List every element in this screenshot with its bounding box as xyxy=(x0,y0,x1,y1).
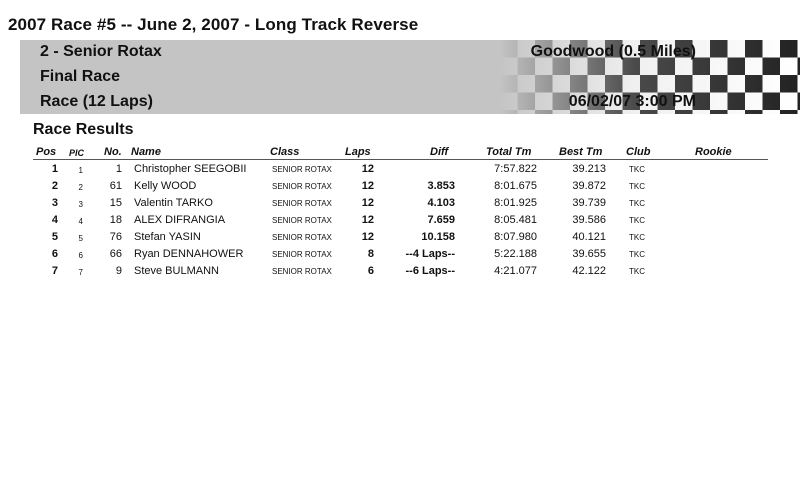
cell-pic: 5 xyxy=(78,234,83,243)
cell-club: TKC xyxy=(629,250,645,259)
cell-diff: --4 Laps-- xyxy=(405,248,455,260)
cell-laps: 12 xyxy=(361,231,374,243)
cell-laps: 12 xyxy=(361,197,374,209)
cell-name: Stefan YASIN xyxy=(134,231,201,243)
col-header-no: No. xyxy=(104,146,122,158)
race-length: Race (12 Laps) xyxy=(40,93,153,110)
cell-name: Valentin TARKO xyxy=(134,197,213,209)
cell-diff: --6 Laps-- xyxy=(405,265,455,277)
cell-best: 39.739 xyxy=(572,197,606,209)
cell-pos: 5 xyxy=(51,231,58,243)
cell-club: TKC xyxy=(629,182,645,191)
cell-pic: 3 xyxy=(78,200,83,209)
cell-pos: 4 xyxy=(51,214,58,226)
page-title: 2007 Race #5 -- June 2, 2007 - Long Track Reverse xyxy=(8,15,419,34)
race-info-banner xyxy=(20,40,800,114)
cell-total: 4:21.077 xyxy=(494,265,537,277)
cell-total: 8:01.675 xyxy=(494,180,537,192)
cell-diff: 3.853 xyxy=(427,180,455,192)
col-header-class: Class xyxy=(270,146,300,158)
cell-diff: 10.158 xyxy=(421,231,455,243)
cell-diff: 4.103 xyxy=(427,197,455,209)
race-date-time: 06/02/07 3:00 PM xyxy=(568,93,696,110)
cell-class: SENIOR ROTAX xyxy=(272,199,332,208)
table-row xyxy=(0,162,800,179)
cell-total: 5:22.188 xyxy=(494,248,537,260)
cell-name: ALEX DIFRANGIA xyxy=(134,214,226,226)
cell-diff: 7.659 xyxy=(427,214,455,226)
cell-pos: 6 xyxy=(51,248,58,260)
cell-class: SENIOR ROTAX xyxy=(272,165,332,174)
track-name: Goodwood (0.5 Miles) xyxy=(530,43,696,60)
table-row xyxy=(0,196,800,213)
table-row xyxy=(0,179,800,196)
table-row xyxy=(0,213,800,230)
cell-no: 76 xyxy=(109,231,122,243)
class-line: 2 - Senior Rotax xyxy=(40,43,162,60)
cell-pic: 1 xyxy=(78,166,83,175)
cell-best: 42.122 xyxy=(572,265,606,277)
cell-name: Kelly WOOD xyxy=(134,180,197,192)
cell-class: SENIOR ROTAX xyxy=(272,216,332,225)
table-row xyxy=(0,264,800,281)
cell-pos: 3 xyxy=(51,197,58,209)
col-header-pos: Pos xyxy=(36,146,57,158)
cell-best: 39.872 xyxy=(572,180,606,192)
cell-pic: 6 xyxy=(78,251,83,260)
cell-name: Steve BULMANN xyxy=(134,265,219,277)
col-header-best: Best Tm xyxy=(559,146,603,158)
results-heading: Race Results xyxy=(33,121,134,138)
cell-class: SENIOR ROTAX xyxy=(272,250,332,259)
header-divider xyxy=(33,159,768,160)
cell-class: SENIOR ROTAX xyxy=(272,233,332,242)
cell-pic: 4 xyxy=(78,217,83,226)
cell-club: TKC xyxy=(629,233,645,242)
cell-no: 66 xyxy=(109,248,122,260)
cell-no: 15 xyxy=(109,197,122,209)
cell-laps: 12 xyxy=(361,163,374,175)
cell-name: Christopher SEEGOBII xyxy=(134,163,247,175)
cell-best: 39.213 xyxy=(572,163,606,175)
cell-class: SENIOR ROTAX xyxy=(272,182,332,191)
table-row xyxy=(0,230,800,247)
cell-club: TKC xyxy=(629,199,645,208)
cell-pos: 1 xyxy=(51,163,58,175)
col-header-pic: PIC xyxy=(69,148,85,158)
cell-total: 8:01.925 xyxy=(494,197,537,209)
table-row xyxy=(0,247,800,264)
cell-laps: 12 xyxy=(361,180,374,192)
cell-best: 39.586 xyxy=(572,214,606,226)
cell-pos: 2 xyxy=(51,180,58,192)
cell-club: TKC xyxy=(629,165,645,174)
cell-laps: 12 xyxy=(361,214,374,226)
col-header-laps: Laps xyxy=(345,146,371,158)
col-header-diff: Diff xyxy=(430,146,449,158)
cell-no: 9 xyxy=(115,265,122,277)
cell-pic: 7 xyxy=(78,268,83,277)
col-header-total: Total Tm xyxy=(486,146,532,158)
cell-laps: 6 xyxy=(367,265,374,277)
cell-total: 8:07.980 xyxy=(494,231,537,243)
cell-total: 7:57.822 xyxy=(494,163,537,175)
cell-class: SENIOR ROTAX xyxy=(272,267,332,276)
col-header-rookie: Rookie xyxy=(695,146,732,158)
cell-club: TKC xyxy=(629,267,645,276)
col-header-name: Name xyxy=(131,146,161,158)
col-header-club: Club xyxy=(626,146,651,158)
cell-no: 1 xyxy=(115,163,122,175)
cell-total: 8:05.481 xyxy=(494,214,537,226)
cell-no: 61 xyxy=(109,180,122,192)
cell-no: 18 xyxy=(109,214,122,226)
cell-best: 40.121 xyxy=(572,231,606,243)
cell-best: 39.655 xyxy=(572,248,606,260)
cell-name: Ryan DENNAHOWER xyxy=(134,248,244,260)
cell-laps: 8 xyxy=(367,248,374,260)
cell-pic: 2 xyxy=(78,183,83,192)
cell-club: TKC xyxy=(629,216,645,225)
cell-pos: 7 xyxy=(51,265,58,277)
session-name: Final Race xyxy=(40,68,121,85)
